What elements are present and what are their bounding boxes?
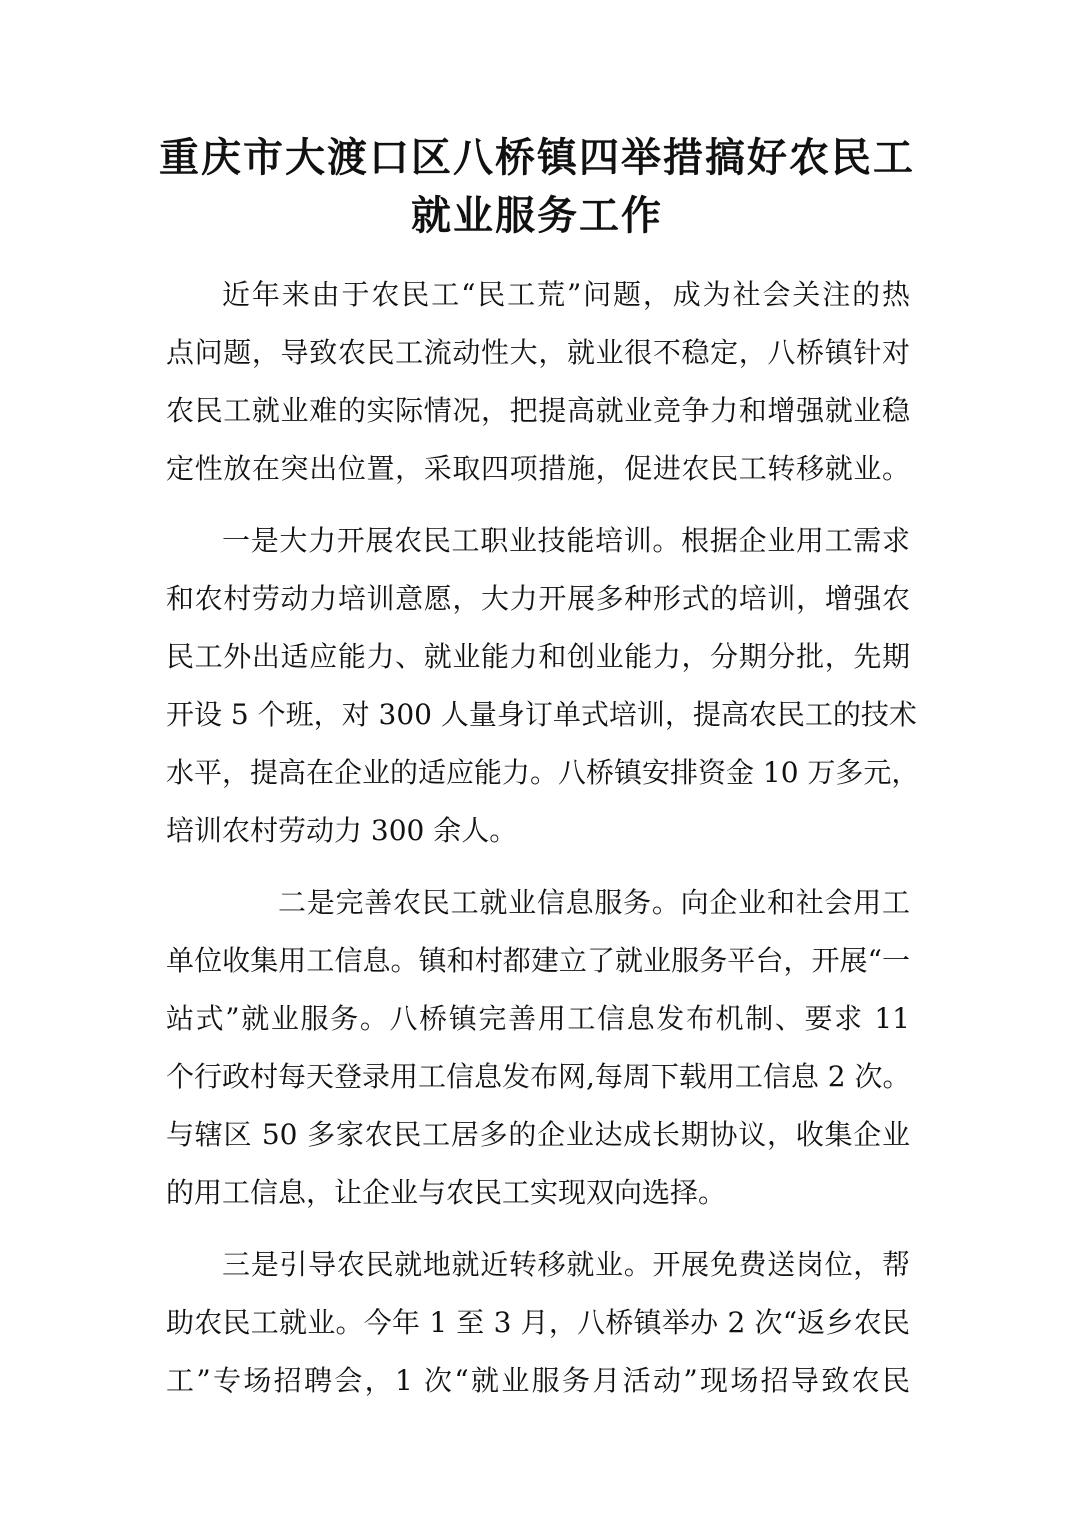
paragraph-2-line-6: 培训农村劳动力 300 余人。 [166,814,518,847]
paragraph-2-line-5: 水平，提高在企业的适应能力。八桥镇安排资金 10 万多元， [166,756,920,789]
paragraph-3-line-5: 与辖区 50 多家农民工居多的企业达成长期协议，收集企业 [166,1118,910,1151]
paragraph-3-line-1: 二是完善农民工就业信息服务。向企业和社会用工 [278,886,910,919]
paragraph-4-line-1: 三是引导农民就地就近转移就业。开展免费送岗位，帮 [222,1248,910,1281]
paragraph-1-line-2: 点问题，导致农民工流动性大，就业很不稳定，八桥镇针对 [166,336,910,369]
paragraph-3-line-6: 的用工信息，让企业与农民工实现双向选择。 [166,1176,727,1209]
paragraph-3-line-4: 个行政村每天登录用工信息发布网,每周下载用工信息 2 次。 [166,1060,911,1093]
document-title-line-1: 重庆市大渡口区八桥镇四举措搞好农民工 [159,135,915,181]
paragraph-4-line-3: 工”专场招聘会，1 次“就业服务月活动”现场招导致农民 [166,1364,910,1397]
paragraph-2-line-1: 一是大力开展农民工职业技能培训。根据企业用工需求 [222,524,910,557]
paragraph-3-line-2: 单位收集用工信息。镇和村都建立了就业服务平台，开展“一 [166,944,910,977]
paragraph-2-line-2: 和农村劳动力培训意愿，大力开展多种形式的培训，增强农 [166,582,910,615]
paragraph-1-line-4: 定性放在突出位置，采取四项措施，促进农民工转移就业。 [166,452,910,485]
paragraph-2-line-4: 开设 5 个班，对 300 人量身订单式培训，提高农民工的技术 [166,698,917,731]
paragraph-1-line-3: 农民工就业难的实际情况，把提高就业竞争力和增强就业稳 [166,394,910,427]
paragraph-3-line-3: 站式”就业服务。八桥镇完善用工信息发布机制、要求 11 [166,1002,910,1035]
document-title-line-2: 就业服务工作 [411,193,663,239]
paragraph-1-line-1: 近年来由于农民工“民工荒”问题，成为社会关注的热 [222,278,910,311]
paragraph-4-line-2: 助农民工就业。今年 1 至 3 月，八桥镇举办 2 次“返乡农民 [166,1306,910,1339]
paragraph-2-line-3: 民工外出适应能力、就业能力和创业能力，分期分批，先期 [166,640,910,673]
